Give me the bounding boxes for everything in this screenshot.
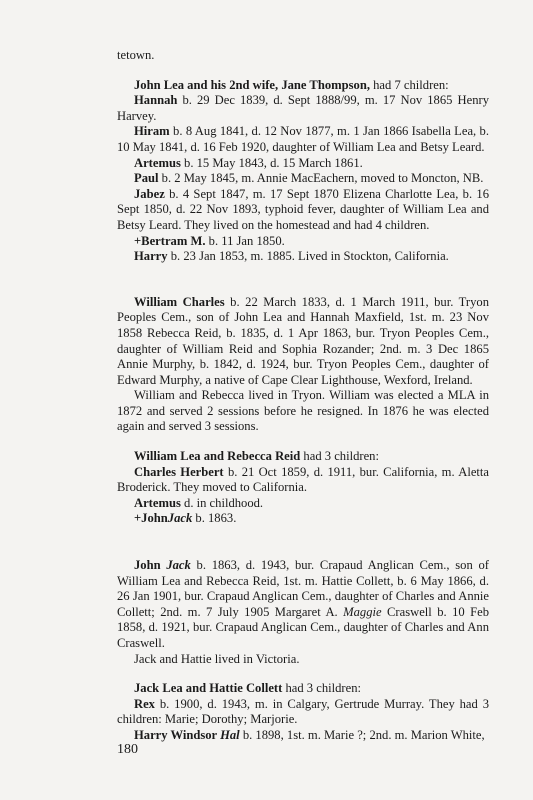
paragraph bbox=[117, 728, 489, 744]
paragraph-text: b. 1863, d. 1943, bur. Crapaud Anglican Cem., son of William Lea and Rebecca Reid, 1st. m. Hattie Collett, b. 6 May 1866, d. 26 Jan 1901, bur. Crapaud Anglican Cem., daughter of Charles and Annie Collett; 2nd. m. 7 July 1905 Margaret A. bbox=[117, 558, 489, 619]
paragraph-spacer bbox=[117, 667, 489, 681]
paragraph-spacer bbox=[117, 527, 489, 558]
bold-name: Charles Herbert bbox=[134, 464, 224, 479]
bold-name: +John bbox=[134, 511, 168, 526]
paragraph-text: b. 29 Dec 1839, d. Sept 1888/99, m. 17 Nov 1865 Henry Harvey. bbox=[117, 93, 489, 123]
paragraph bbox=[117, 249, 489, 265]
paragraph bbox=[117, 234, 489, 250]
paragraph bbox=[117, 558, 489, 652]
bold-name: William Charles bbox=[134, 294, 225, 309]
paragraph bbox=[117, 496, 489, 512]
bold-name: Hannah bbox=[134, 93, 178, 108]
bold-name: Jack Lea and Hattie Collett bbox=[134, 681, 283, 696]
bold-italic-nickname: Hal bbox=[220, 727, 240, 742]
bold-name: Rex bbox=[134, 696, 155, 711]
bold-name: Hiram bbox=[134, 124, 170, 139]
bold-name: Harry bbox=[134, 249, 168, 264]
paragraph-text: b. 4 Sept 1847, m. 17 Sept 1870 Elizena Charlotte Lea, b. 16 Sept 1850, d. 22 Nov 1893, typhoid fever, daughter of William Lea and Betsy Leard. They lived on the homestead and had 4 children. bbox=[117, 186, 489, 232]
document-body bbox=[117, 48, 489, 744]
paragraph bbox=[117, 124, 489, 155]
paragraph-text: Jack and Hattie lived in Victoria. bbox=[134, 651, 300, 666]
paragraph-text: b. 2 May 1845, m. Annie MacEachern, moved to Moncton, NB. bbox=[158, 171, 484, 186]
paragraph bbox=[117, 93, 489, 124]
paragraph bbox=[117, 681, 489, 697]
paragraph bbox=[117, 48, 489, 64]
bold-name: Paul bbox=[134, 171, 159, 186]
paragraph-text: William and Rebecca lived in Tryon. William was elected a MLA in 1872 and served 2 sessions before he resigned. In 1876 he was elected again and served 3 sessions. bbox=[117, 388, 489, 434]
bold-name: +Bertram M. bbox=[134, 233, 206, 248]
bold-name: Harry Windsor bbox=[134, 727, 221, 742]
paragraph-text: had 3 children: bbox=[300, 449, 379, 464]
paragraph-spacer bbox=[117, 64, 489, 78]
paragraph-text: had 3 children: bbox=[282, 681, 361, 696]
paragraph-text: b. 15 May 1843, d. 15 March 1861. bbox=[180, 155, 363, 170]
bold-name: Jabez bbox=[134, 186, 165, 201]
paragraph-text: b. 1863. bbox=[192, 511, 237, 526]
paragraph bbox=[117, 652, 489, 668]
paragraph-text: had 7 children: bbox=[369, 77, 449, 92]
paragraph bbox=[117, 78, 489, 94]
paragraph bbox=[117, 465, 489, 496]
paragraph-text: d. in childhood. bbox=[180, 495, 264, 510]
paragraph-text: b. 21 Oct 1859, d. 1911, bur. California, m. Aletta Broderick. They moved to California. bbox=[117, 464, 489, 495]
paragraph-text: b. 8 Aug 1841, d. 12 Nov 1877, m. 1 Jan 1866 Isabella Lea, b. 10 May 1841, d. 16 Feb 1920, daughter of William Lea and Betsy Leard. bbox=[117, 124, 489, 154]
paragraph-text: b. 23 Jan 1853, m. 1885. Lived in Stockton, California. bbox=[167, 249, 449, 264]
paragraph-text: tetown. bbox=[117, 48, 155, 62]
bold-name: John Lea and his 2nd wife, Jane Thompson, bbox=[134, 77, 370, 92]
bold-name: Artemus bbox=[134, 495, 181, 510]
paragraph-spacer bbox=[117, 265, 489, 295]
bold-name: Artemus bbox=[134, 155, 181, 170]
paragraph-text: b. 11 Jan 1850. bbox=[205, 233, 285, 248]
paragraph bbox=[117, 388, 489, 435]
page-number: 180 bbox=[117, 742, 138, 757]
paragraph bbox=[117, 697, 489, 728]
paragraph bbox=[117, 187, 489, 234]
paragraph bbox=[117, 511, 489, 527]
bold-name: John bbox=[134, 558, 161, 573]
paragraph-text: b. 1898, 1st. m. Marie ?; 2nd. m. Marion White, bbox=[239, 727, 485, 742]
paragraph bbox=[117, 449, 489, 465]
paragraph-text: Craswell b. 10 Feb 1858, d. 1921, bur. Crapaud Anglican Cem., daughter of Charles and Ann Craswell. bbox=[117, 604, 489, 650]
paragraph bbox=[117, 156, 489, 172]
bold-italic-nickname: Jack bbox=[166, 558, 191, 573]
paragraph-text: b. 1900, d. 1943, m. in Calgary, Gertrude Murray. They had 3 children: Marie; Dorothy; Marjorie. bbox=[117, 696, 489, 727]
italic-nickname: Maggie bbox=[343, 604, 382, 619]
paragraph-spacer bbox=[117, 435, 489, 449]
paragraph bbox=[117, 171, 489, 187]
bold-name: William Lea and Rebecca Reid bbox=[134, 449, 301, 464]
paragraph-text: b. 22 March 1833, d. 1 March 1911, bur. Tryon Peoples Cem., son of John Lea and Hannah Maxfield, 1st. m. 23 Nov 1858 Rebecca Reid, b. 1835, d. 1 Apr 1863, bur. Tryon Peoples Cem., daughter of William Reid and Sophia Rozander; 2nd. m. 3 Dec 1865 Annie Murphy, b. 1842, d. 1924, bur. Tryon Peoples Cem., daughter of Edward Murphy, a native of Cape Clear Lighthouse, Wexford, Ireland. bbox=[117, 294, 489, 387]
paragraph bbox=[117, 295, 489, 389]
bold-italic-nickname: Jack bbox=[167, 511, 193, 526]
